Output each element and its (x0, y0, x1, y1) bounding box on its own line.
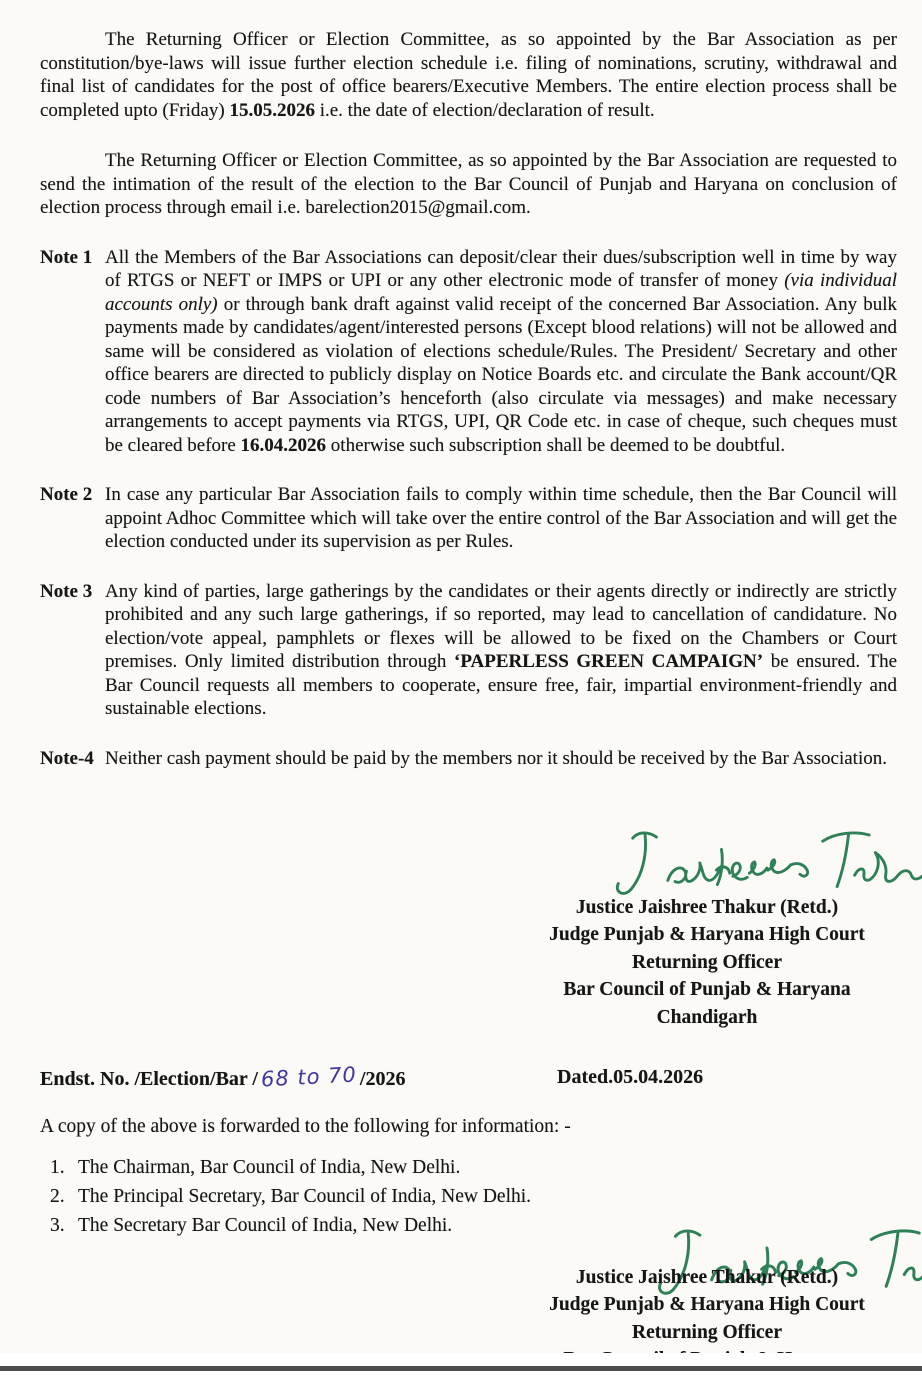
note-2 (40, 483, 897, 554)
note-2-label: Note 2 (40, 484, 93, 505)
cc-item-3 (50, 1212, 650, 1241)
endorsement-prefix: Endst. No. /Election/Bar / (40, 1068, 258, 1090)
window-edge-bar (0, 1366, 922, 1371)
note-1 (40, 246, 897, 458)
cc-list (50, 1154, 650, 1240)
note-3 (40, 580, 897, 721)
endorsement-line (40, 1062, 897, 1092)
note-3-text: Any kind of parties, large gatherings by the candidates or their agents directly or indirectly are strictly prohibited and any such large gatherings, if so reported, may lead to cancellation of candidature. No election/vote appeal, pamphlets or flexes will be allowed to be fixed on the Chambers or Court premises. Only limited distribution through ‘PAPERLESS GREEN CAMPAIGN’ be ensured. The Bar Council requests all members to cooperate, ensure free, fair, impartial environment-friendly and sustainable elections. (105, 580, 898, 719)
letter-body (40, 28, 897, 770)
signatory-role-line: Returning Officer (631, 951, 782, 973)
signatory-name-line: Justice Jaishree Thakur (Retd.) (575, 897, 839, 918)
signatory-name-line: Justice Jaishree Thakur (Retd.) (575, 1267, 839, 1288)
signatory-city-line: Chandigarh (656, 1006, 758, 1028)
cc-item-2 (50, 1183, 650, 1212)
signatory-court-line: Judge Punjab & Haryana High Court (549, 1294, 865, 1316)
cc-number: 3. (50, 1214, 65, 1236)
note-1-text: All the Members of the Bar Associations can deposit/clear their dues/subscription well in time by way of RTGS or NEFT or IMPS or UPI or any other electronic mode of transfer of money (via individual accounts only) or through bank draft against valid receipt of the concerned Bar Association. Any bulk payments made by candidates/agent/interested persons (Except blood relations) will not be allowed and same will be considered as violation of elections schedule/Rules. The President/ Secretary and other office bearers are directed to publicly display on Notice Boards etc. and circulate the Bank account/QR code numbers of Bar Association’s henceforth (also circulate via messages) and make necessary arrangements to accept payments via RTGS, UPI, QR Code etc. in case of cheque, such cheques must be cleared before 16.04.2026 otherwise such subscription shall be deemed to be doubtful. (105, 246, 898, 456)
cc-number: 2. (50, 1185, 65, 1207)
endorsement-suffix: /2026 (359, 1068, 406, 1090)
note-4-label: Note-4 (40, 747, 94, 769)
intimation-paragraph: The Returning Officer or Election Committee, as so appointed by the Bar Association are requested to send the intimation of the result of the election to the Bar Council of Punjab and Haryana on conclusion of election process through email i.e. barelection2015@gmail.com. (40, 150, 897, 218)
page-bottom-strip (0, 1353, 922, 1375)
note-4 (40, 747, 897, 771)
signature-block-1 (516, 894, 898, 1031)
opening-paragraph: The Returning Officer or Election Committee, as so appointed by the Bar Association as per constitution/bye-laws will issue further election schedule i.e. filing of nominations, scrutiny, withdrawal and final list of candidates for the post of office bearers/Executive Members. The entire election process shall be completed upto (Friday) 15.05.2026 i.e. the date of election/declaration of result. (40, 29, 897, 121)
signatory-council-line: Bar Council of Punjab & Haryana (563, 979, 851, 1001)
note-2-text: In case any particular Bar Association fails to comply within time schedule, then the Bar Council will appoint Adhoc Committee which will take over the entire control of the Bar Association and will get the election conducted under its supervision as per Rules. (105, 484, 898, 552)
endorsement-handwritten-number: 68 to 70 (260, 1062, 358, 1092)
cc-text: The Secretary Bar Council of India, New Delhi. (78, 1214, 453, 1236)
signatory-court-line: Judge Punjab & Haryana High Court (549, 924, 865, 946)
endorsement-date: Dated.05.04.2026 (557, 1066, 704, 1088)
cc-text: The Principal Secretary, Bar Council of India, New Delhi. (78, 1185, 532, 1207)
cc-number: 1. (50, 1157, 65, 1178)
note-3-label: Note 3 (40, 580, 93, 602)
note-1-label: Note 1 (40, 246, 93, 268)
cc-item-1 (50, 1154, 650, 1183)
signatory-role-line: Returning Officer (631, 1321, 782, 1343)
note-4-text: Neither cash payment should be paid by the members nor it should be received by the Bar Association. (105, 747, 887, 769)
forwarding-line: A copy of the above is forwarded to the following for information: - (40, 1116, 571, 1137)
cc-text: The Chairman, Bar Council of India, New Delhi. (78, 1157, 461, 1178)
